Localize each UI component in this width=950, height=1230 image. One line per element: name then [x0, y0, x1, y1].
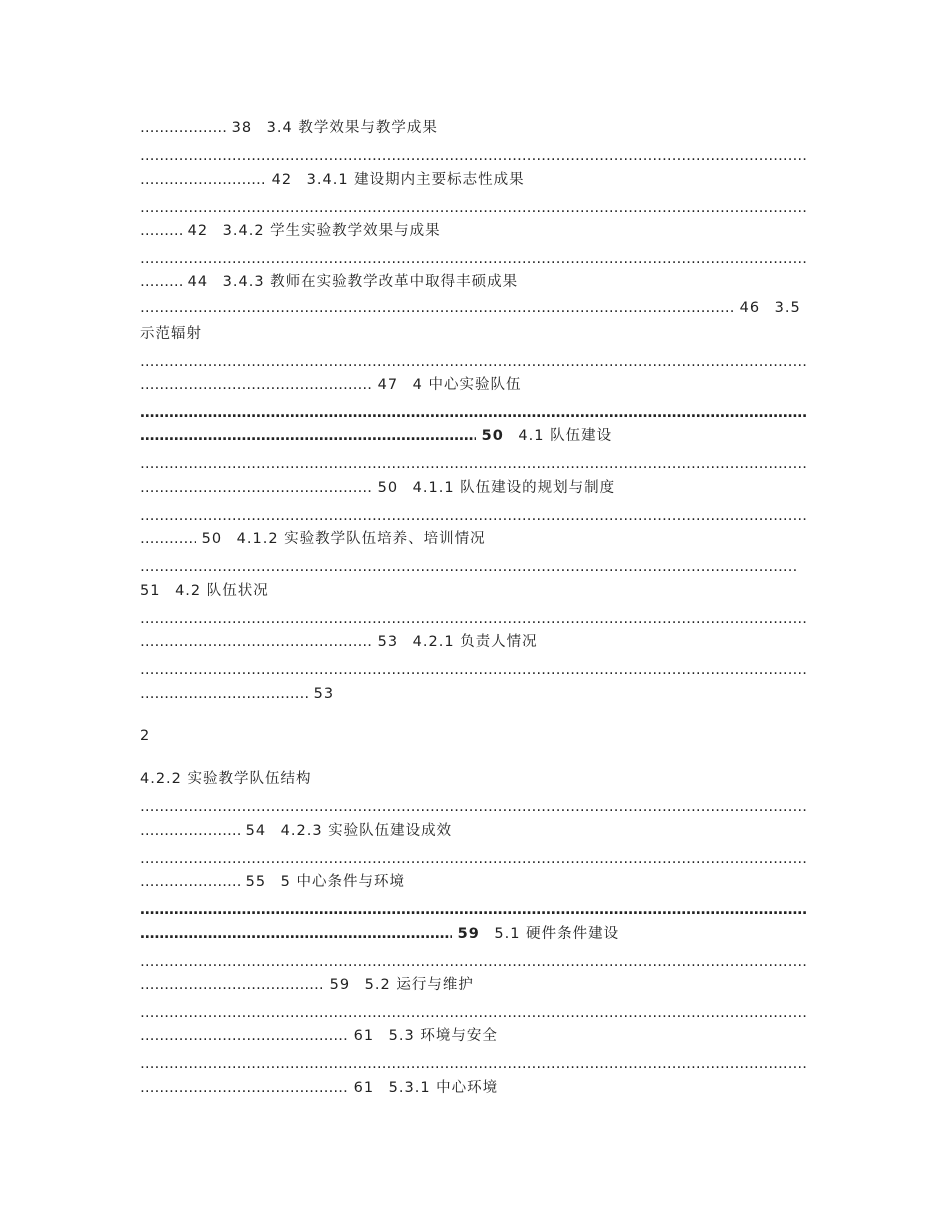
- toc-title: 3.4.3 教师在实验教学改革中取得丰硕成果: [222, 274, 519, 290]
- toc-page-number: 44: [187, 274, 209, 290]
- toc-page-number: 38: [231, 120, 253, 136]
- dot-leader: [140, 819, 240, 843]
- toc-title: 3.4.2 学生实验教学效果与成果: [222, 223, 441, 239]
- toc-page-number: 51: [140, 583, 161, 599]
- dot-leader-row: [140, 452, 808, 476]
- dot-leader-row: [140, 898, 808, 922]
- toc-page-number: 50: [201, 531, 223, 547]
- dot-leader-row: [140, 196, 808, 220]
- toc-page-number: 53: [377, 634, 399, 650]
- toc-entry[interactable]: [140, 168, 525, 192]
- dot-leader: [140, 922, 452, 946]
- dot-leader: [140, 1076, 348, 1100]
- toc-entry[interactable]: [140, 819, 452, 843]
- dot-leader: [140, 527, 196, 551]
- dot-leader: [140, 630, 372, 654]
- toc-entry[interactable]: [140, 630, 538, 654]
- dot-leader: [140, 424, 476, 448]
- dot-leader: [140, 116, 226, 140]
- toc-page-number: 54: [245, 823, 267, 839]
- toc-title-continuation: [140, 322, 202, 346]
- dot-leader: [140, 219, 182, 243]
- toc-title: 5.3 环境与安全: [388, 1028, 498, 1044]
- toc-entry[interactable]: [140, 116, 438, 140]
- dot-leader-row: [140, 555, 798, 579]
- dot-leader-row: [140, 350, 808, 374]
- toc-title: 5.3.1 中心环境: [388, 1080, 499, 1096]
- toc-title: 4.2 队伍状况: [175, 583, 269, 599]
- toc-title: 4 中心实验队伍: [412, 377, 522, 393]
- toc-title: 4.2.2 实验教学队伍结构: [140, 771, 312, 787]
- toc-entry[interactable]: [140, 973, 474, 997]
- toc-page-number: 53: [313, 686, 335, 702]
- toc-page-number: 59: [457, 926, 480, 942]
- toc-page-number: 55: [245, 874, 267, 890]
- dot-leader-row: [140, 847, 808, 871]
- dot-leader: [140, 682, 308, 706]
- toc-entry[interactable]: [140, 1076, 498, 1100]
- toc-entry[interactable]: [140, 1024, 498, 1048]
- toc-page-number: 47: [377, 377, 399, 393]
- toc-page-number: 42: [187, 223, 209, 239]
- dot-leader: [140, 870, 240, 894]
- toc-page-number: 42: [271, 172, 293, 188]
- dot-leader-row: [140, 401, 808, 425]
- toc-title: 5.2 运行与维护: [364, 977, 474, 993]
- dot-leader: [140, 973, 324, 997]
- page-number: [140, 724, 150, 748]
- toc-page-number: 61: [353, 1080, 375, 1096]
- dot-leader: [140, 270, 182, 294]
- toc-page-number: 59: [329, 977, 351, 993]
- toc-page-number: 46: [739, 300, 761, 316]
- toc-title: 5.1 硬件条件建设: [494, 926, 620, 942]
- toc-page-number: 50: [377, 480, 399, 496]
- toc-entry[interactable]: [140, 682, 334, 706]
- dot-leader-row: [140, 607, 808, 631]
- toc-entry[interactable]: [140, 870, 405, 894]
- dot-leader-row: [140, 144, 808, 168]
- toc-page-number: 50: [481, 428, 504, 444]
- dot-leader: [140, 476, 372, 500]
- dot-leader-row: [140, 504, 808, 528]
- toc-title: 4.1.1 队伍建设的规划与制度: [412, 480, 616, 496]
- dot-leader-row: [140, 795, 808, 819]
- dot-leader-row: [140, 950, 808, 974]
- toc-entry[interactable]: [140, 296, 801, 320]
- toc-title: 示范辐射: [140, 326, 202, 342]
- toc-entry[interactable]: [140, 767, 312, 791]
- dot-leader-row: [140, 1001, 808, 1025]
- dot-leader: [140, 1024, 348, 1048]
- toc-entry[interactable]: [140, 270, 518, 294]
- toc-page-number: 61: [353, 1028, 375, 1044]
- page-number-text: 2: [140, 728, 151, 744]
- toc-entry[interactable]: [140, 424, 612, 448]
- toc-entry[interactable]: [140, 373, 522, 397]
- toc-title: 4.1.2 实验教学队伍培养、培训情况: [236, 531, 486, 547]
- toc-title: 3.5: [774, 300, 801, 316]
- toc-entry[interactable]: [140, 527, 486, 551]
- toc-title: 4.1 队伍建设: [518, 428, 613, 444]
- dot-leader-row: [140, 247, 808, 271]
- dot-leader-row: [140, 1052, 808, 1076]
- toc-entry[interactable]: [140, 579, 269, 603]
- dot-leader-row: [140, 658, 808, 682]
- dot-leader: [140, 296, 734, 320]
- toc-entry[interactable]: [140, 476, 615, 500]
- toc-title: 5 中心条件与环境: [280, 874, 406, 890]
- dot-leader: [140, 168, 266, 192]
- toc-title: 4.2.3 实验队伍建设成效: [280, 823, 453, 839]
- toc-title: 3.4.1 建设期内主要标志性成果: [306, 172, 525, 188]
- toc-entry[interactable]: [140, 922, 619, 946]
- toc-title: 3.4 教学效果与教学成果: [266, 120, 438, 136]
- document-page: [140, 0, 808, 1230]
- toc-entry[interactable]: [140, 219, 441, 243]
- toc-title: 4.2.1 负责人情况: [412, 634, 538, 650]
- dot-leader: [140, 373, 372, 397]
